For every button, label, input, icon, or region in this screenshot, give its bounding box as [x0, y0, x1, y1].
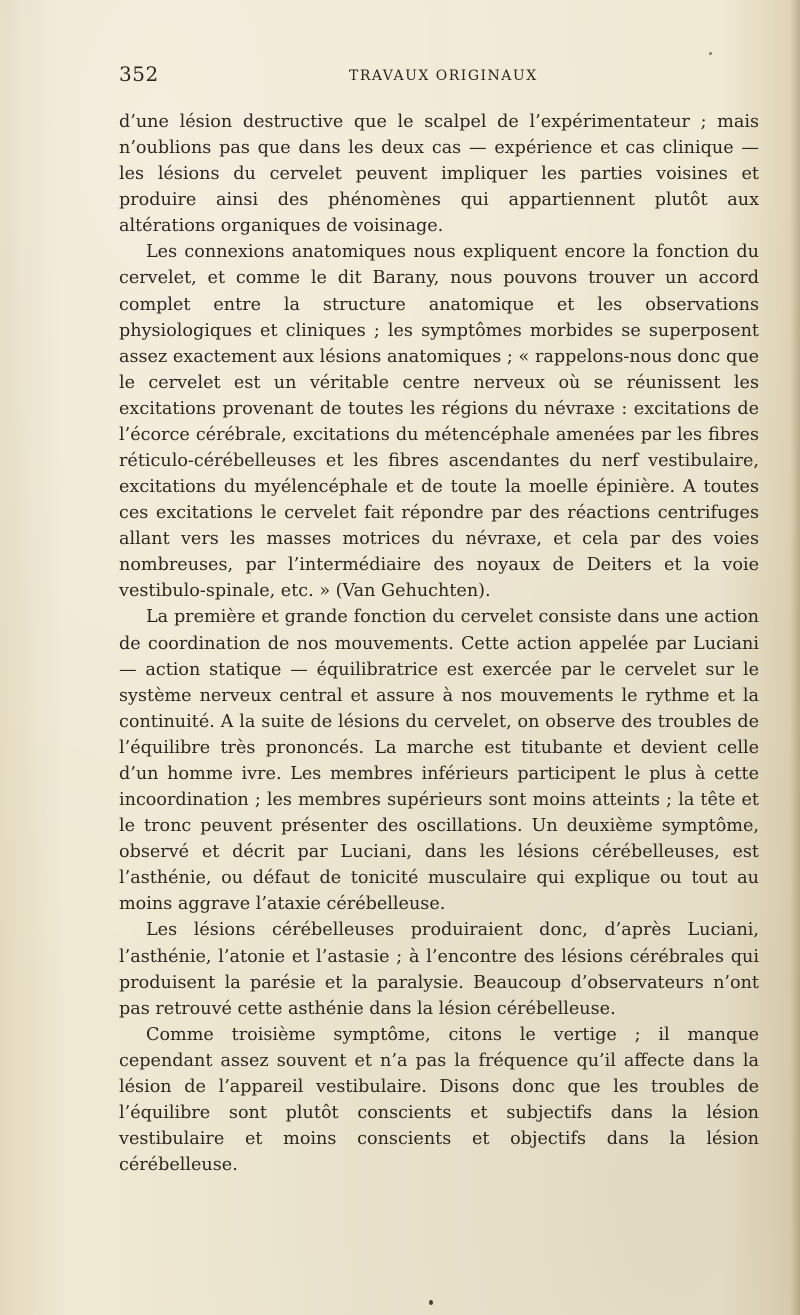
paragraph: Les lésions cérébelleuses produiraient donc, d’après Luciani, l’asthénie, l’atonie et l’astasie ; à l’encontre des lésions cérébrales qui produisent la parésie et la paralysie. Beaucoup d’observateurs n’ont pas retrouvé cette asthénie dans la lésion cérébelleuse. — [119, 920, 759, 1019]
ink-speck — [709, 52, 712, 55]
running-head: TRAVAUX ORIGINAUX — [349, 68, 538, 84]
paragraph: d’une lésion destructive que le scalpel de l’expérimentateur ; mais n’oublions pas que dans les deux cas — expérience et cas clinique — les lésions du cervelet peuvent impliquer les parties voisines et produire ainsi des phénomènes qui appartiennent plutôt aux altérations organiques de voisinage. — [119, 112, 759, 237]
page-number: 352 — [119, 62, 159, 86]
page-edge-shadow — [790, 0, 800, 1315]
body-text — [119, 109, 759, 1178]
ink-speck — [429, 1300, 433, 1305]
paragraph: La première et grande fonction du cervelet consiste dans une action de coordination de nos mouvements. Cette action appelée par Luciani — action statique — équilibratrice est exercée par le cervelet sur le système nerveux central et assure à nos mouvements le rythme et la continuité. A la suite de lésions du cervelet, on observe des troubles de l’équilibre très prononcés. La marche est titubante et devient celle d’un homme ivre. Les membres inférieurs participent le plus à cette incoordination ; les membres supérieurs sont moins atteints ; la tête et le tronc peuvent présenter des oscillations. Un deuxième symptôme, observé et décrit par Luciani, dans les lésions cérébelleuses, est l’asthénie, ou défaut de tonicité musculaire qui explique ou tout au moins aggrave l’ataxie cérébelleuse. — [119, 607, 759, 915]
page-header — [119, 60, 759, 90]
paragraph: Les connexions anatomiques nous expliquent encore la fonction du cervelet, et comme le dit Barany, nous pouvons trouver un accord complet entre la structure anatomique et les observations physiologiques et cliniques ; les symptômes morbides se superposent assez exactement aux lésions anatomiques ; « rappelons-nous donc que le cervelet est un véritable centre nerveux où se réunissent les excitations provenant de toutes les régions du névraxe : excitations de l’écorce cérébrale, excitations du métencéphale amenées par les fibres réticulo-cérébelleuses et les fibres ascendantes du nerf vestibulaire, excitations du myélencéphale et de toute la moelle épinière. A toutes ces excitations le cervelet fait répondre par des réactions centrifuges allant vers les masses motrices du névraxe, et cela par des voies nombreuses, par l’intermédiaire des noyaux de Deiters et la voie vestibulo-spinale, etc. » (Van Gehuchten). — [119, 242, 759, 602]
paragraph: Comme troisième symptôme, citons le vertige ; il manque cependant assez souvent et n’a pas la fréquence qu’il affecte dans la lésion de l’appareil vestibulaire. Disons donc que les troubles de l’équilibre sont plutôt conscients et subjectifs dans la lésion vestibulaire et moins conscients et objectifs dans la lésion cérébelleuse. — [119, 1024, 759, 1176]
